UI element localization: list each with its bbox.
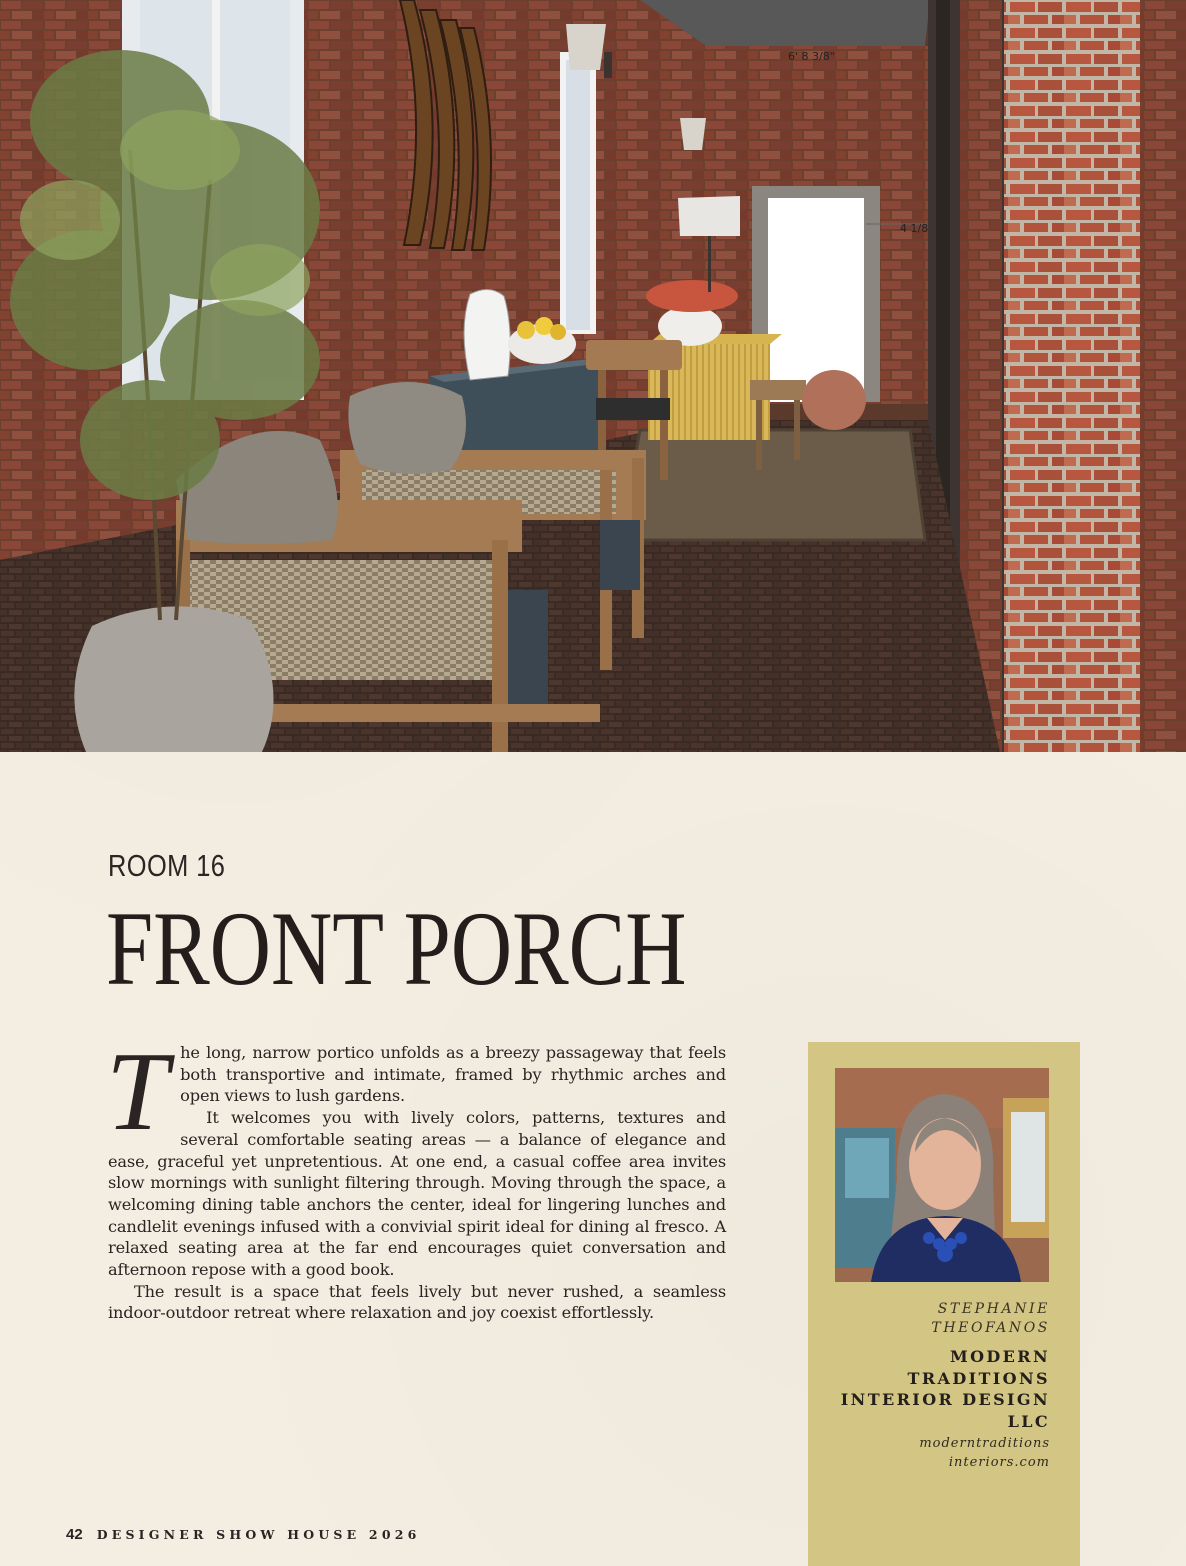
article-body xyxy=(106,1030,726,1324)
paragraph-1-text: he long, narrow portico unfolds as a breezy passageway that feels both transportive and intimate, framed by rhythmic arches and open views to lush gardens. xyxy=(180,1043,726,1106)
designer-name: STEPHANIE THEOFANOS xyxy=(931,1301,1050,1336)
designer-portrait-image xyxy=(835,1068,1049,1282)
page-number: 42 xyxy=(66,1526,83,1543)
dimension-label-top: 6' 8 3/8" xyxy=(788,50,835,63)
article-title: FRONT PORCH xyxy=(106,890,687,1007)
dimension-label-side: 4 1/8 xyxy=(900,222,929,235)
article-paragraph-3: The result is a space that feels lively but never rushed, a seamless indoor-outdoor retreat where relaxation and joy coexist effortlessly. xyxy=(108,1281,726,1323)
article-paragraph-2: It welcomes you with lively colors, patterns, textures and several comfortable seating areas — a balance of elegance and ease, graceful yet unpretentious. At one end, a casual coffee area invites slow mornings with sunlight filtering through. Moving through the space, a welcoming dining table anchors the center, ideal for lingering lunches and candlelit evenings infused with a convivial spirit ideal for dining al fresco. A relaxed seating area at the far end encourages quiet conversation and afternoon repose with a good book. xyxy=(108,1108,726,1280)
firm-name: MODERN TRADITIONS INTERIOR DESIGN LLC xyxy=(840,1347,1050,1431)
firm-website[interactable]: moderntraditions interiors.com xyxy=(919,1436,1050,1470)
designer-sidebar xyxy=(808,1042,1080,1566)
article-paragraph-1 xyxy=(106,1030,726,1154)
porch-rendering-image xyxy=(0,0,1186,752)
drop-cap: T xyxy=(106,1030,169,1154)
page-folio xyxy=(66,1526,421,1543)
publication-name: DESIGNER SHOW HOUSE 2026 xyxy=(96,1527,421,1542)
room-number: ROOM 16 xyxy=(108,848,226,883)
